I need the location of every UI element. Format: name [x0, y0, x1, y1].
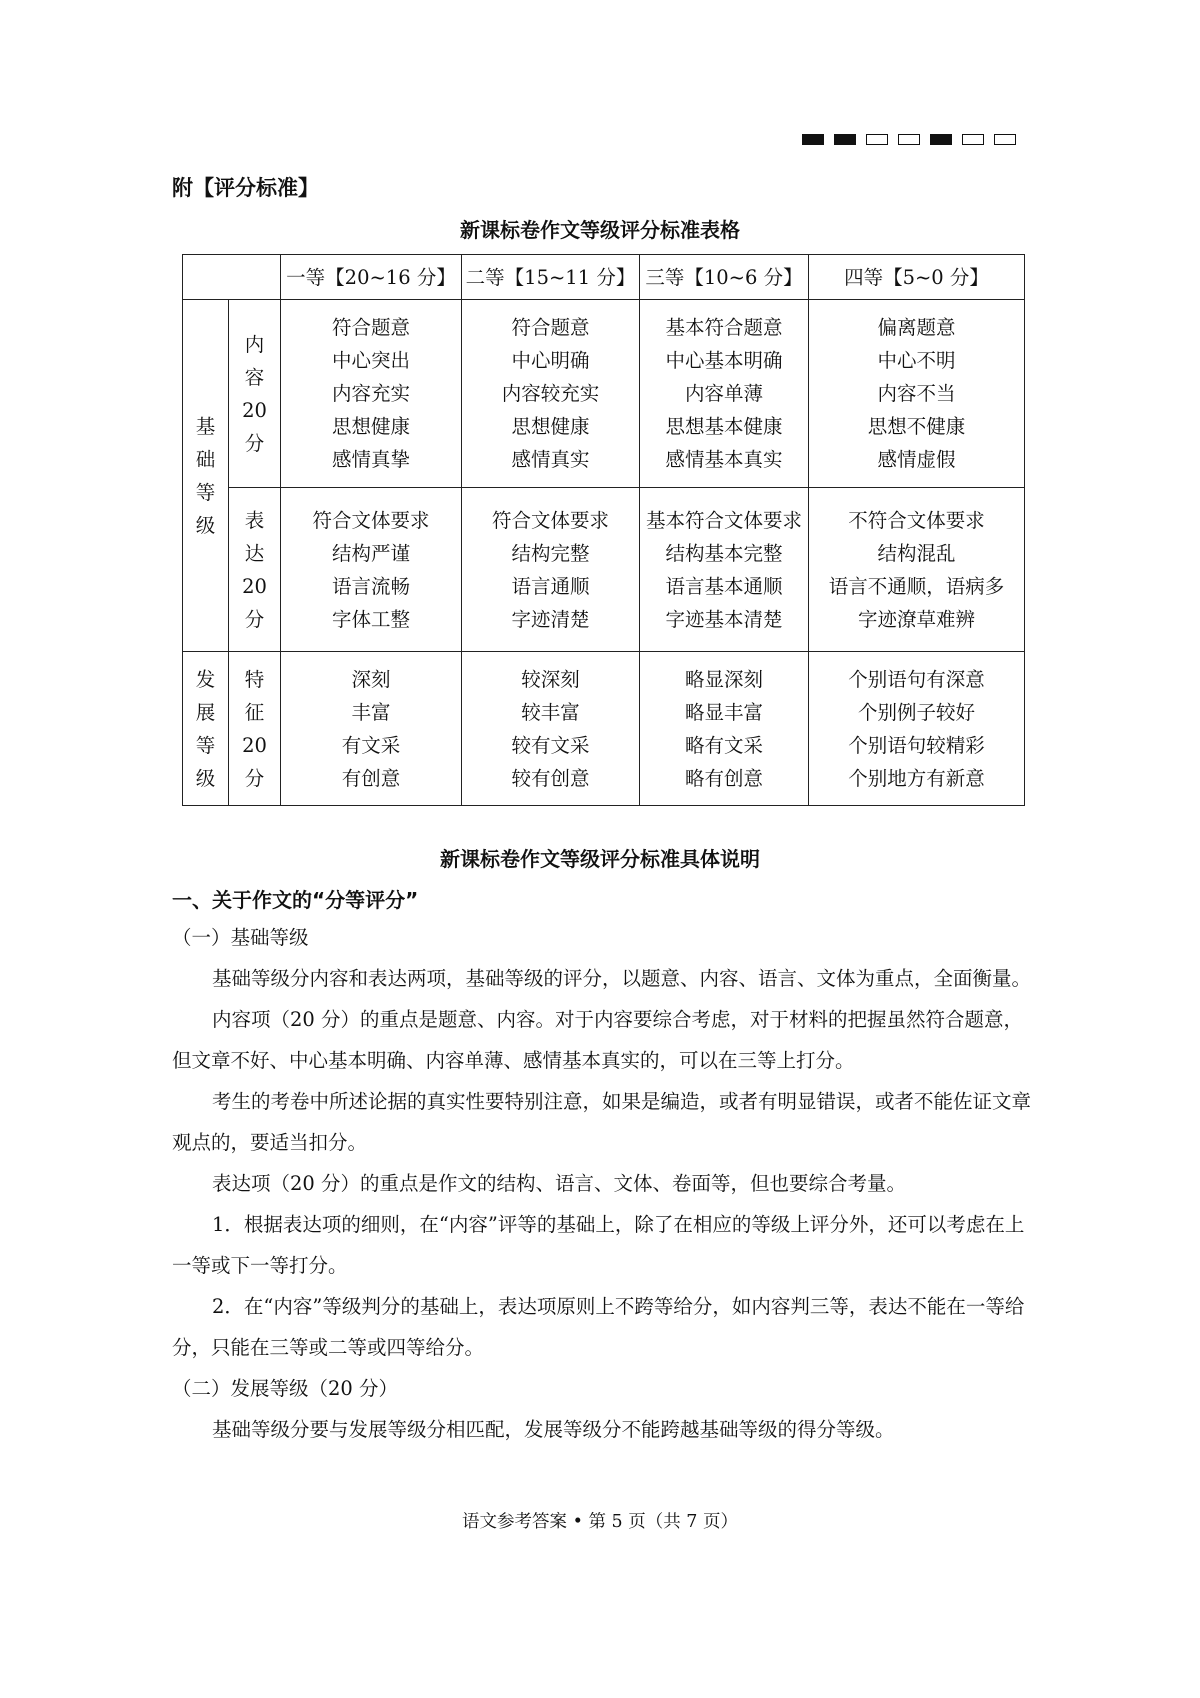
paragraph-5: 1．根据表达项的细则，在“内容”评等的基础上，除了在相应的等级上评分外，还可以考虑在上一等或下一等打分。 [172, 1213, 1025, 1277]
heading-scoring-levels: 一、关于作文的“分等评分” [172, 888, 419, 912]
feature-row [183, 652, 1025, 806]
criterion-text: 略有文采 [684, 733, 763, 757]
criterion-text: 基本符合文体要求 [645, 508, 802, 532]
page-marker-squares [802, 134, 1016, 145]
expression-label: 表 达 20 分 [229, 488, 281, 652]
criterion-text: 深刻 [351, 667, 391, 691]
expression-row [183, 488, 1025, 652]
content-row [183, 300, 1025, 488]
criterion-text: 丰富 [351, 700, 391, 724]
paragraph-6: 2．在“内容”等级判分的基础上，表达项原则上不跨等给分，如内容判三等，表达不能在一等给分，只能在三等或二等或四等给分。 [172, 1295, 1025, 1359]
criterion-text: 略显丰富 [684, 700, 763, 724]
criterion-text: 字迹基本清楚 [665, 607, 783, 631]
criterion-text: 思想不健康 [867, 415, 966, 438]
criterion-text: 不符合文体要求 [848, 508, 985, 532]
criterion-text: 思想健康 [331, 415, 410, 438]
criterion-text: 结构严谨 [331, 541, 410, 565]
criterion-text: 较丰富 [521, 700, 580, 724]
criterion-text: 略显深刻 [684, 667, 763, 691]
feature-label: 特 征 20 分 [229, 652, 281, 806]
feature-cell-grade-4 [809, 652, 1025, 806]
feature-cell-grade-2 [462, 652, 640, 806]
subheading-development-level: （二）发展等级（20 分） [172, 1377, 399, 1400]
criterion-text: 个别语句较精彩 [848, 733, 985, 757]
marker-square-7 [994, 134, 1016, 145]
criterion-text: 字迹潦草难辨 [857, 607, 975, 631]
subheading-basic-level: （一）基础等级 [172, 926, 309, 949]
table-title: 新课标卷作文等级评分标准表格 [460, 218, 740, 242]
content-cell-grade-3 [640, 300, 809, 488]
header-grade-2: 二等【15~11 分】 [462, 255, 640, 300]
criterion-text: 符合题意 [331, 316, 410, 339]
criterion-text: 内容单薄 [684, 382, 763, 405]
expression-cell-grade-4 [809, 488, 1025, 652]
criterion-text: 符合文体要求 [312, 508, 430, 532]
criterion-text: 思想健康 [511, 415, 590, 438]
criterion-text: 思想基本健康 [665, 415, 783, 438]
criterion-text: 符合题意 [511, 316, 590, 339]
criterion-text: 较有创意 [511, 766, 590, 790]
header-blank-cell [183, 255, 281, 300]
rubric-table [182, 254, 1025, 806]
criterion-text: 有创意 [341, 766, 401, 790]
criterion-text: 字体工整 [331, 607, 410, 631]
criterion-text: 内容较充实 [501, 382, 600, 405]
criterion-text: 中心基本明确 [665, 349, 783, 372]
explanation-body [172, 917, 1032, 1450]
marker-square-2 [834, 134, 856, 145]
marker-square-6 [962, 134, 984, 145]
criterion-text: 中心不明 [877, 349, 956, 372]
criterion-text: 略有创意 [684, 766, 763, 790]
paragraph-4: 表达项（20 分）的重点是作文的结构、语言、文体、卷面等，但也要综合考量。 [212, 1172, 907, 1195]
feature-cell-grade-3 [640, 652, 809, 806]
header-grade-1: 一等【20~16 分】 [281, 255, 462, 300]
marker-square-4 [898, 134, 920, 145]
criterion-text: 语言通顺 [511, 574, 590, 598]
paragraph-7: 基础等级分要与发展等级分相匹配，发展等级分不能跨越基础等级的得分等级。 [212, 1418, 895, 1441]
content-cell-grade-2 [462, 300, 640, 488]
paragraph-3: 考生的考卷中所述论据的真实性要特别注意，如果是编造，或者有明显错误，或者不能佐证文章观点的，要适当扣分。 [172, 1090, 1032, 1154]
basic-level-label: 基 础 等 级 [183, 300, 229, 652]
marker-square-5 [930, 134, 952, 145]
header-grade-3: 三等【10~6 分】 [640, 255, 809, 300]
criterion-text: 结构完整 [511, 541, 590, 565]
page-footer: 语文参考答案 • 第 5 页（共 7 页） [462, 1512, 738, 1532]
expression-cell-grade-1 [281, 488, 462, 652]
paragraph-2: 内容项（20 分）的重点是题意、内容。对于内容要综合考虑，对于材料的把握虽然符合题意，但文章不好、中心基本明确、内容单薄、感情基本真实的，可以在三等上打分。 [172, 1008, 1024, 1072]
criterion-text: 较有文采 [511, 733, 590, 757]
criterion-text: 结构混乱 [877, 541, 956, 565]
criterion-text: 偏离题意 [877, 316, 956, 339]
criterion-text: 感情虚假 [877, 448, 956, 471]
criterion-text: 字迹清楚 [511, 607, 590, 631]
table-header-row [183, 255, 1025, 300]
section-title: 新课标卷作文等级评分标准具体说明 [440, 847, 760, 871]
criterion-text: 感情基本真实 [665, 448, 783, 471]
criterion-text: 感情真挚 [331, 448, 410, 471]
content-cell-grade-1 [281, 300, 462, 488]
expression-cell-grade-3 [640, 488, 809, 652]
criterion-text: 符合文体要求 [491, 508, 609, 532]
header-grade-4: 四等【5~0 分】 [809, 255, 1025, 300]
marker-square-1 [802, 134, 824, 145]
criterion-text: 基本符合题意 [665, 316, 783, 339]
criterion-text: 个别例子较好 [857, 700, 975, 724]
criterion-text: 中心明确 [511, 349, 590, 372]
criterion-text: 结构基本完整 [665, 541, 783, 565]
criterion-text: 语言不通顺，语病多 [828, 574, 1005, 598]
criterion-text: 语言流畅 [331, 574, 410, 598]
criterion-text: 较深刻 [521, 667, 580, 691]
criterion-text: 中心突出 [331, 349, 410, 372]
criterion-text: 个别语句有深意 [848, 667, 985, 691]
criterion-text: 内容充实 [331, 382, 410, 405]
content-label: 内 容 20 分 [229, 300, 281, 488]
expression-cell-grade-2 [462, 488, 640, 652]
appendix-title: 附【评分标准】 [172, 176, 319, 200]
criterion-text: 语言基本通顺 [665, 574, 783, 598]
criterion-text: 有文采 [341, 733, 401, 757]
content-cell-grade-4 [809, 300, 1025, 488]
marker-square-3 [866, 134, 888, 145]
criterion-text: 个别地方有新意 [848, 766, 985, 790]
paragraph-1: 基础等级分内容和表达两项，基础等级的评分，以题意、内容、语言、文体为重点，全面衡量。 [212, 967, 1032, 990]
feature-cell-grade-1 [281, 652, 462, 806]
criterion-text: 感情真实 [511, 448, 590, 471]
development-level-label: 发 展 等 级 [183, 652, 229, 806]
criterion-text: 内容不当 [877, 382, 956, 405]
